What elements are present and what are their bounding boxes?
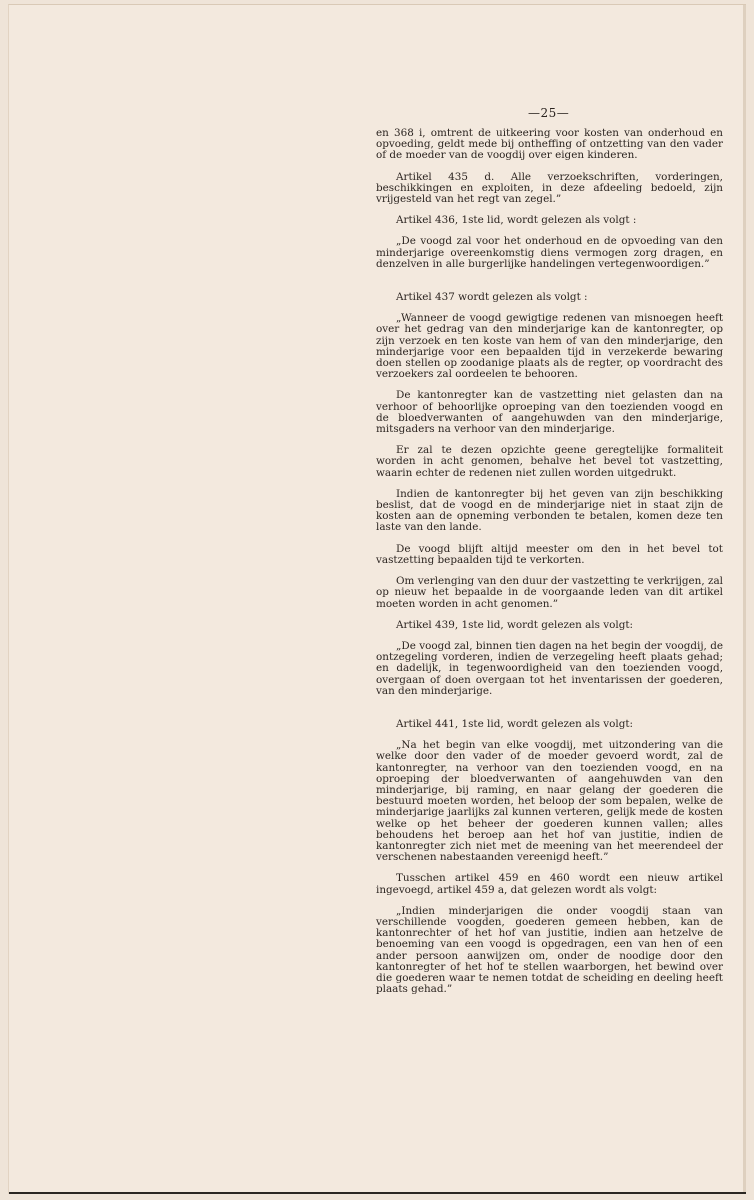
paragraph: „Indien minderjarigen die onder voogdij staan van verschillende voogden, goederen gemeen hebben, kan de kantonrechter of het hof van justitie, indien aan hetzelve de benoeming van een voogd is opgedragen, een van hen of een ander persoon aanwijzen om, onder de noodige door den kantonregter of het hof te stellen waarborgen, het bewind over die goederen waar te nemen totdat de scheiding en deeling heeft plaats gehad.” (376, 904, 723, 996)
article-heading: Artikel 439, 1ste lid, wordt gelezen als volgt: (396, 618, 634, 631)
page-edge (743, 5, 746, 1194)
paragraph: De voogd blijft altijd meester om den in het bevel tot vastzetting bepaalden tijd te verkorten. (376, 542, 723, 566)
paragraph: „Wanneer de voogd gewigtige redenen van misnoegen heeft over het gedrag van den minderjarige kan de kantonregter, op zijn verzoek en ten koste van hem of van den minderjarige, den minderjarige voor een bepaalden tijd in verzekerde bewaring doen stellen op zoodanige plaats als de regter, op voordracht des verzoekers zal oordeelen te behooren. (376, 312, 723, 381)
paragraph: „Na het begin van elke voogdij, met uitzondering van die welke door den vader of de moeder gevoerd wordt, zal de kantonregter, na verhoor van den toezienden voogd, en na oproeping der bloedverwanten of aangehuwden van den minderjarige, bij raming, en naar gelang der goederen die bestuurd moeten worden, het beloop der som bepalen, welke de minderjarige jaarlijks zal kunnen verteren, gelijk mede de kosten welke op het beheer der goederen kunnen vallen; alles behoudens het beroep aan het hof van justitie, indien de kantonregter zich niet met de meening van het meerendeel der verschenen nabestaanden vereenigd heeft.” (376, 739, 723, 864)
article-heading: Artikel 437 wordt gelezen als volgt : (396, 291, 588, 304)
article-heading: Artikel 436, 1ste lid, wordt gelezen als volgt : (396, 214, 637, 227)
paragraph: Om verlenging van den duur der vastzetting te verkrijgen, zal op nieuw het bepaalde in de voorgaande leden van dit artikel moeten worden in acht genomen.” (376, 575, 723, 610)
paragraph: Artikel 435 d. Alle verzoekschriften, vorderingen, beschikkingen en exploiten, in deze afdeeling bedoeld, zijn vrijgesteld van het regt van zegel.” (376, 170, 723, 206)
article-heading: Artikel 441, 1ste lid, wordt gelezen als volgt: (396, 717, 634, 730)
paragraph: De kantonregter kan de vastzetting niet gelasten dan na verhoor of behoorlijke oproeping van den toezienden voogd en de bloedverwanten of aangehuwden van den minderjarige, mitsgaders na verhoor van den minderjarige. (376, 389, 723, 436)
paragraph: „De voogd zal voor het onderhoud en de opvoeding van den minderjarige overeenkomstig diens vermogen zorg dragen, en denzelven in alle burgerlijke handelingen vertegenwoordigen.” (376, 235, 723, 270)
paragraph: en 368 i, omtrent de uitkeering voor kosten van onderhoud en opvoeding, geldt mede bij ontheffing of ontzetting van den vader of de moeder van de voogdij over eigen kinderen. (376, 127, 723, 162)
page-bottom-edge (9, 1192, 746, 1194)
document-body (376, 128, 723, 1005)
paragraph: „De voogd zal, binnen tien dagen na het begin der voogdij, de ontzegeling vorderen, indien de verzegeling heeft plaats gehad; en dadelijk, in tegenwoordigheid van den toezienden voogd, overgaan of doen overgaan tot het inventarissen der goederen, van den minderjarige. (376, 639, 723, 697)
paragraph: Er zal te dezen opzichte geene geregtelijke formaliteit worden in acht genomen, behalve het bevel tot vastzetting, waarin echter de redenen niet zullen worden uitgedrukt. (376, 444, 723, 479)
page-number: —25— (528, 106, 570, 120)
paragraph: Tusschen artikel 459 en 460 wordt een nieuw artikel ingevoegd, artikel 459 a, dat gelezen wordt als volgt: (376, 872, 723, 896)
paragraph: Indien de kantonregter bij het geven van zijn beschikking beslist, dat de voogd en de minderjarige niet in staat zijn de kosten aan de opneming verbonden te betalen, komen deze ten laste van den lande. (376, 487, 723, 534)
